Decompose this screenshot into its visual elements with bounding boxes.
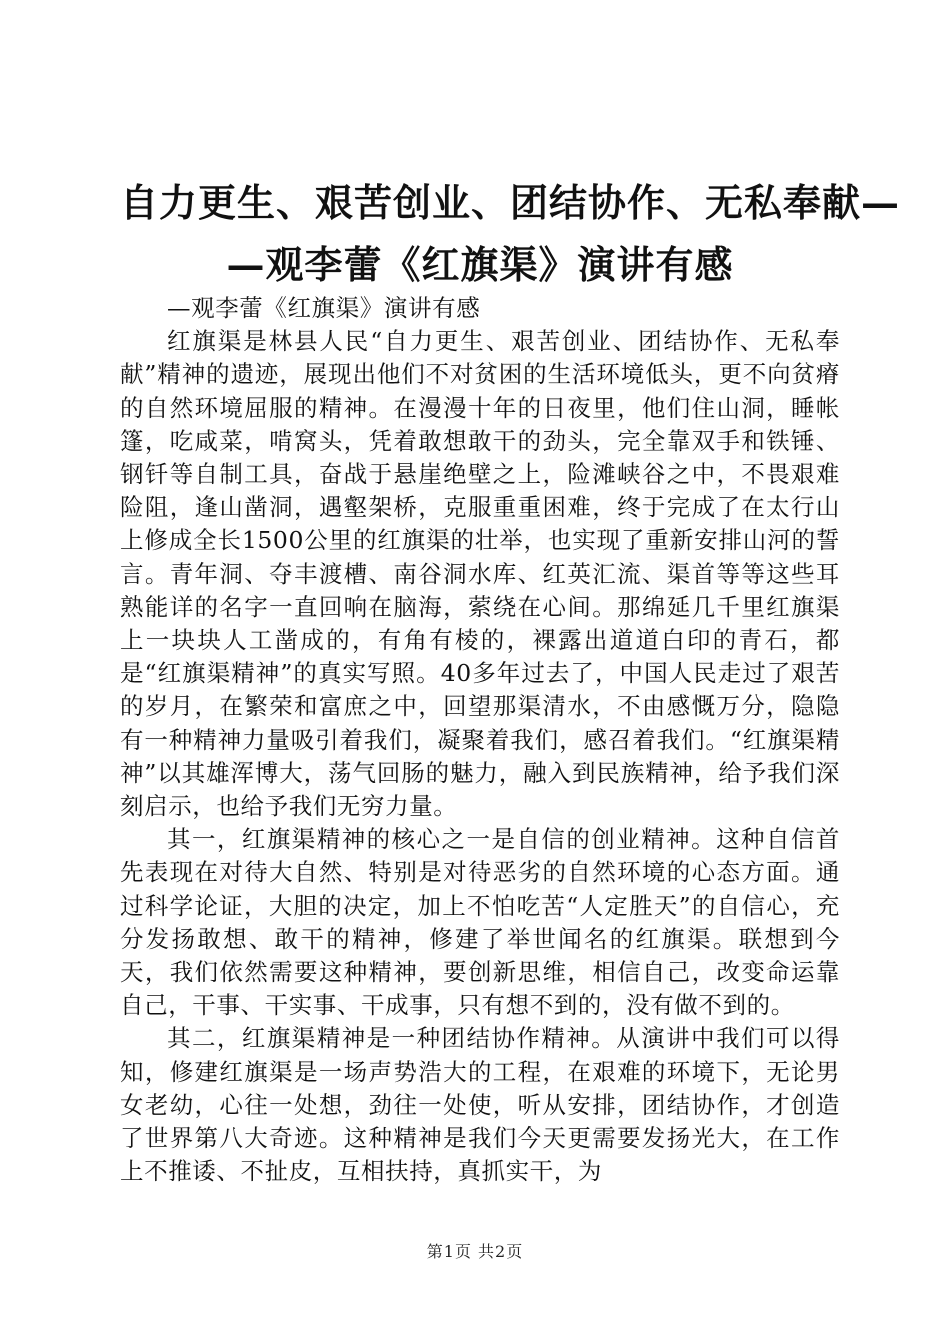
body-paragraph: 其二，红旗渠精神是一种团结协作精神。从演讲中我们可以得知，修建红旗渠是一场声势浩大的工程，在艰难的环境下，无论男女老幼，心往一处想，劲往一处使，听从安排，团结协作，才创造了世界第八大奇迹。这种精神是我们今天更需要发扬光大，在工作上不推诿、不扯皮，互相扶持，真抓实干，为 <box>120 1024 840 1186</box>
body-paragraph: 其一，红旗渠精神的核心之一是自信的创业精神。这种自信首先表现在对待大自然、特别是对待恶劣的自然环境的心态方面。通过科学论证，大胆的决定，加上不怕吃苦“人定胜天”的自信心，充分发扬敢想、敢干的精神，修建了举世闻名的红旗渠。联想到今天，我们依然需要这种精神，要创新思维，相信自己，改变命运靠自己，干事、干实事、干成事，只有想不到的，没有做不到的。 <box>120 825 840 1020</box>
title-line-1: 自力更生、艰苦创业、团结协作、无私奉献— <box>120 180 901 225</box>
title-line-2: —观李蕾《红旗渠》演讲有感 <box>226 242 734 287</box>
body-paragraph: 红旗渠是林县人民“自力更生、艰苦创业、团结协作、无私奉献”精神的遗迹，展现出他们不对贫困的生活环境低头，更不向贫瘠的自然环境屈服的精神。在漫漫十年的日夜里，他们住山洞，睡帐篷，吃咸菜，啃窝头，凭着敢想敢干的劲头，完全靠双手和铁锤、钢钎等自制工具，奋战于悬崖绝壁之上，险滩峡谷之中，不畏艰难险阻，逢山凿洞，遇壑架桥，克服重重困难，终于完成了在太行山上修成全长1500公里的红旗渠的壮举，也实现了重新安排山河的誓言。青年洞、夺丰渡槽、南谷洞水库、红英汇流、渠首等等这些耳熟能详的名字一直回响在脑海，萦绕在心间。那绵延几千里红旗渠上一块块人工凿成的，有角有棱的，裸露出道道白印的青石，都是“红旗渠精神”的真实写照。40多年过去了，中国人民走过了艰苦的岁月，在繁荣和富庶之中，回望那渠清水，不由感慨万分，隐隐有一种精神力量吸引着我们，凝聚着我们，感召着我们。“红旗渠精神”以其雄浑博大，荡气回肠的魅力，融入到民族精神，给予我们深刻启示，也给予我们无穷力量。 <box>120 327 840 821</box>
subtitle-paragraph: —观李蕾《红旗渠》演讲有感 <box>167 294 481 322</box>
document-body <box>120 292 840 1188</box>
page-number-footer: 第1页 共2页 <box>426 1242 524 1261</box>
document-title <box>120 172 901 296</box>
